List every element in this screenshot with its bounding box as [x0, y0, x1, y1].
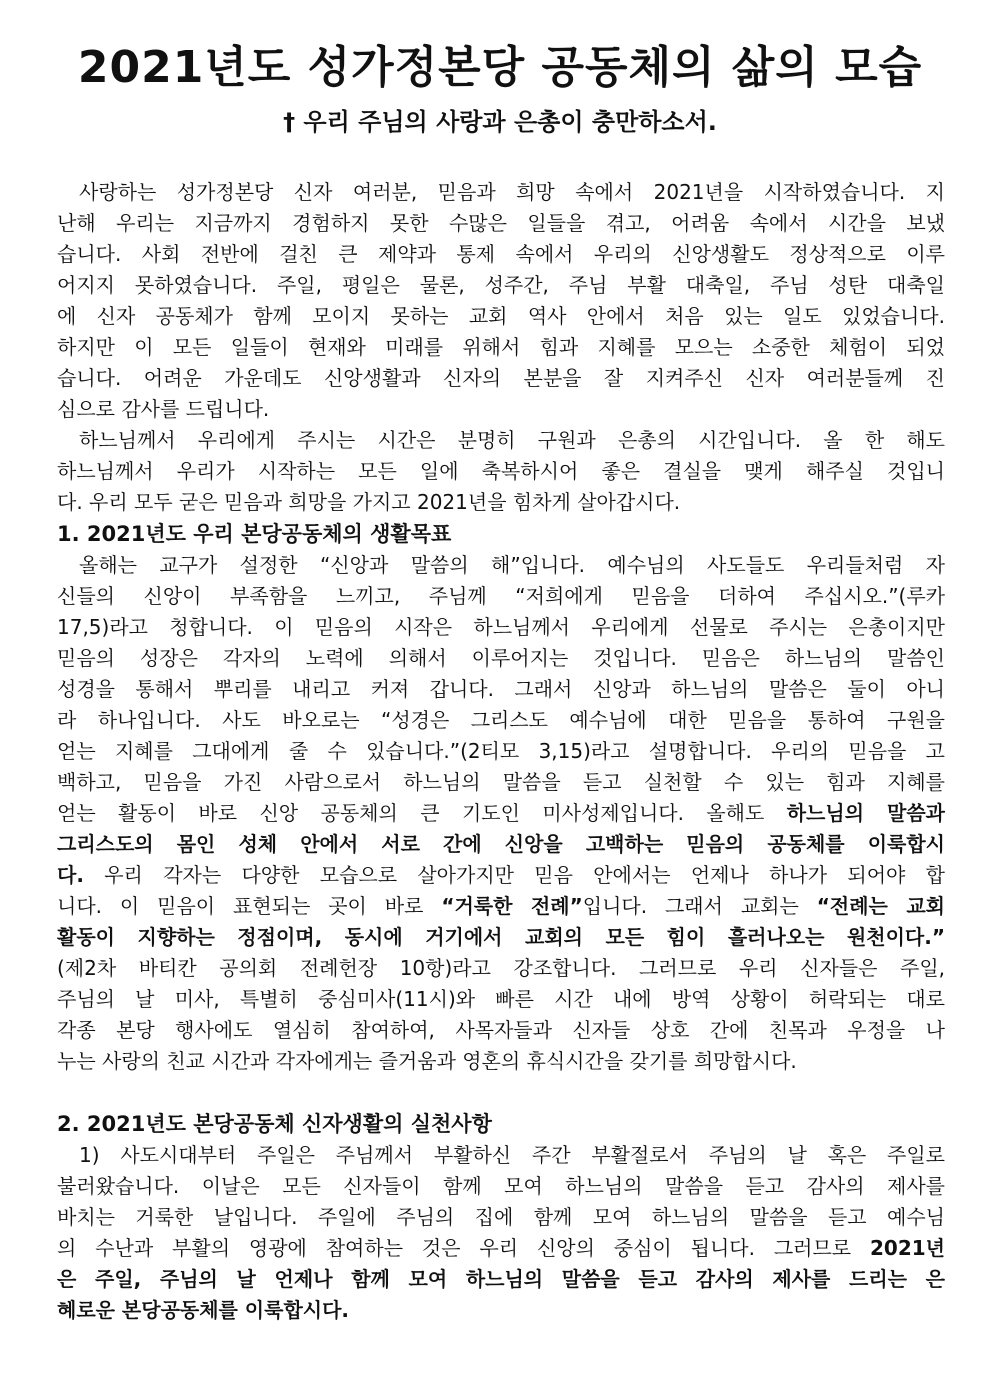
text-line: [57, 1264, 945, 1295]
text-line: 에 신자 공동체가 함께 모이지 못하는 교회 역사 안에서 처음 있는 일도 있었습니다.: [57, 304, 945, 328]
plain-text: 니다. 이 믿음이 표현되는 곳이 바로: [57, 894, 442, 918]
text-line: 17,5)라고 청합니다. 이 믿음의 시작은 하느님께서 우리에게 선물로 주시는 은총이지만: [57, 615, 945, 639]
document-subtitle: † 우리 주님의 사랑과 은총이 충만하소서.: [283, 108, 717, 136]
text-line: 성경을 통해서 뿌리를 내리고 커져 갑니다. 그래서 신앙과 하느님의 말씀은 둘이 아니: [57, 677, 945, 701]
plain-text: 얻는 활동이 바로 신앙 공동체의 큰 기도인 미사성제입니다. 올해도: [57, 801, 787, 825]
text-line: 누는 사랑의 친교 시간과 각자에게는 즐거움과 영혼의 휴식시간을 갖기를 희망합시다.: [57, 1049, 797, 1073]
emphasis-text: 활동이 지향하는 정점이며, 동시에 거기에서 교회의 모든 힘이 흘러나오는 원천이다.”: [57, 925, 945, 949]
plain-text: 의 수난과 부활의 영광에 참여하는 것은 우리 신앙의 중심이 됩니다. 그러므로: [57, 1236, 871, 1260]
text-line: [57, 1233, 945, 1264]
text-line: 1) 사도시대부터 주일은 주님께서 부활하신 주간 부활절로서 주님의 날 혹은 주일로: [79, 1143, 945, 1167]
text-line: 난해 우리는 지금까지 경험하지 못한 수많은 일들을 겪고, 어려움 속에서 시간을 보냈: [57, 211, 945, 235]
text-line: [57, 829, 945, 860]
plain-text: 우리 각자는 다양한 모습으로 살아가지만 믿음 안에서는 언제나 하나가 되어야 합: [83, 863, 945, 887]
text-line: 얻는 지혜를 그대에게 줄 수 있습니다.”(2티모 3,15)라고 설명합니다. 우리의 믿음을 고: [57, 739, 945, 763]
document-body: [57, 177, 945, 1326]
emphasis-text: 2021년: [870, 1236, 945, 1260]
text-line: 심으로 감사를 드립니다.: [57, 397, 270, 421]
text-line: [57, 1295, 945, 1326]
text-line: 백하고, 믿음을 가진 사람으로서 하느님의 말씀을 듣고 실천할 수 있는 힘과 지혜를: [57, 770, 945, 794]
plain-text: 입니다. 그래서 교회는: [582, 894, 817, 918]
emphasis-text: 혜로운 본당공동체를 이룩합시다.: [57, 1298, 350, 1322]
emphasis-text: 하느님의 말씀과: [786, 801, 945, 825]
text-line: 믿음의 성장은 각자의 노력에 의해서 이루어지는 것입니다. 믿음은 하느님의 말씀인: [57, 646, 945, 670]
text-line: 어지지 못하였습니다. 주일, 평일은 물론, 성주간, 주님 부활 대축일, 주님 성탄 대축일: [57, 273, 945, 297]
text-line: [57, 798, 945, 829]
text-line: 다. 우리 모두 굳은 믿음과 희망을 가지고 2021년을 힘차게 살아갑시다.: [57, 490, 681, 514]
document-title: 2021년도 성가정본당 공동체의 삶의 모습: [77, 42, 923, 93]
section-2: [57, 1108, 945, 1326]
section-2-heading: 2. 2021년도 본당공동체 신자생활의 실천사항: [57, 1112, 492, 1136]
text-line: [57, 922, 945, 953]
emphasis-text: “전례는 교회: [816, 894, 945, 918]
text-line: 습니다. 사회 전반에 걸친 큰 제약과 통제 속에서 우리의 신앙생활도 정상적으로 이루: [57, 242, 945, 266]
text-line: 습니다. 어려운 가운데도 신앙생활과 신자의 본분을 잘 지켜주신 신자 여러분들께 진: [57, 366, 945, 390]
text-line: 주님의 날 미사, 특별히 중심미사(11시)와 빠른 시간 내에 방역 상황이 허락되는 대로: [57, 987, 945, 1011]
text-line: 하지만 이 모든 일들이 현재와 미래를 위해서 힘과 지혜를 모으는 소중한 체험이 되었: [57, 335, 945, 359]
text-line: 불러왔습니다. 이날은 모든 신자들이 함께 모여 하느님의 말씀을 듣고 감사의 제사를: [57, 1174, 945, 1198]
emphasis-text: “거룩한 전례”: [441, 894, 583, 918]
text-line: 올해는 교구가 설정한 “신앙과 말씀의 해”입니다. 예수님의 사도들도 우리들처럼 자: [79, 553, 945, 577]
emphasis-text: 은 주일, 주님의 날 언제나 함께 모여 하느님의 말씀을 듣고 감사의 제사를 드리는 은: [57, 1267, 945, 1291]
emphasis-text: 그리스도의 몸인 성체 안에서 서로 간에 신앙을 고백하는 믿음의 공동체를 이룩합시: [57, 832, 945, 856]
text-line: 각종 본당 행사에도 열심히 참여하여, 사목자들과 신자들 상호 간에 친목과 우정을 나: [57, 1018, 945, 1042]
intro-paragraph-1: [57, 177, 945, 425]
emphasis-text: 다.: [57, 863, 84, 887]
blank-line: [57, 1077, 945, 1108]
section-1: [57, 518, 945, 1077]
text-line: [57, 860, 945, 891]
text-line: 하느님께서 우리에게 주시는 시간은 분명히 구원과 은총의 시간입니다. 올 한 해도: [79, 428, 945, 452]
section-1-heading: 1. 2021년도 우리 본당공동체의 생활목표: [57, 522, 452, 546]
text-line: 신들의 신앙이 부족함을 느끼고, 주님께 “저희에게 믿음을 더하여 주십시오.”(루카: [57, 584, 945, 608]
text-line: 사랑하는 성가정본당 신자 여러분, 믿음과 희망 속에서 2021년을 시작하였습니다. 지: [79, 180, 945, 204]
text-line: 라 하나입니다. 사도 바오로는 “성경은 그리스도 예수님에 대한 믿음을 통하여 구원을: [57, 708, 945, 732]
text-line: 하느님께서 우리가 시작하는 모든 일에 축복하시어 좋은 결실을 맺게 해주실 것입니: [57, 459, 945, 483]
text-line: [57, 891, 945, 922]
text-line: 바치는 거룩한 날입니다. 주일에 주님의 집에 함께 모여 하느님의 말씀을 듣고 예수님: [57, 1205, 945, 1229]
intro-paragraph-2: [57, 425, 945, 518]
text-line: (제2차 바티칸 공의회 전례헌장 10항)라고 강조합니다. 그러므로 우리 신자들은 주일,: [57, 956, 945, 980]
